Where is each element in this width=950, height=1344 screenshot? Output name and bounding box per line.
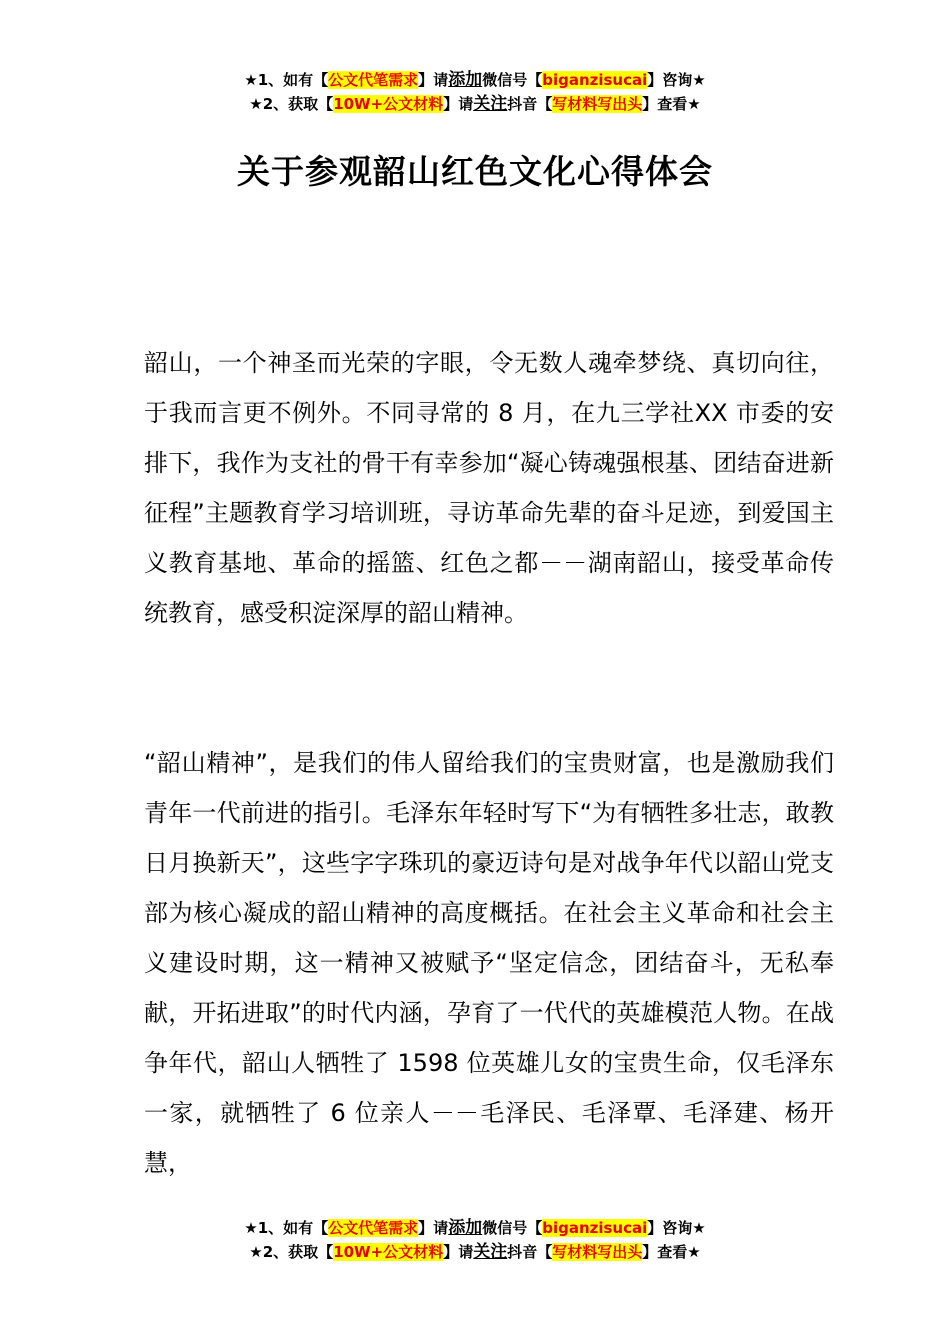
document-title: 关于参观韶山红色文化心得体会 (237, 152, 713, 191)
banner-line-2 (0, 92, 950, 116)
banner-highlight: 公文代笔需求 (328, 1219, 419, 1237)
banner-text: 】请 (418, 71, 449, 89)
header-banner (0, 68, 950, 116)
banner-text: 抖音【 (507, 1243, 553, 1261)
banner-highlight: biganzisucai (542, 1219, 648, 1237)
banner-emphasis: 关注 (473, 1242, 508, 1262)
banner-text: 】咨询★ (647, 71, 706, 89)
banner-text: 抖音【 (507, 95, 553, 113)
banner-text: 】请 (418, 1219, 449, 1237)
banner-emphasis: 添加 (448, 70, 483, 90)
banner-text: 】咨询★ (647, 1219, 706, 1237)
banner-highlight: 10W+公文材料 (333, 1243, 444, 1261)
banner-text: 】请 (443, 1243, 474, 1261)
body-paragraph-1 (144, 338, 834, 638)
banner-text: ★2、获取【 (249, 95, 334, 113)
footer-banner (0, 1216, 950, 1264)
paragraph-text: “韶山精神”，是我们的伟人留给我们的宝贵财富，也是激励我们青年一代前进的指引。毛泽东年轻时写下“为有牺牲多壮志，敢教日月换新天”，这些字字珠玑的豪迈诗句是对战争年代以韶山党支部为核心凝成的韶山精神的高度概括。在社会主义革命和社会主义建设时期，这一精神又被赋予“坚定信念，团结奋斗，无私奉献，开拓进取”的时代内涵，孕育了一代代的英雄模范人物。在战争年代，韶山人牺牲了 1598 位英雄儿女的宝贵生命，仅毛泽东一家，就牺牲了 6 位亲人－－毛泽民、毛泽覃、毛泽建、杨开慧， (144, 749, 834, 1177)
banner-line-1 (0, 68, 950, 92)
banner-text: 微信号【 (482, 71, 543, 89)
paragraph-text: 韶山，一个神圣而光荣的字眼，令无数人魂牵梦绕、真切向往，于我而言更不例外。不同寻常的 8 月，在九三学社XX 市委的安排下，我作为支社的骨干有幸参加“凝心铸魂强根基、团结奋进新征程”主题教育学习培训班，寻访革命先辈的奋斗足迹，到爱国主义教育基地、革命的摇篮、红色之都－－湖南韶山，接受革命传统教育，感受积淀深厚的韶山精神。 (144, 349, 834, 627)
banner-highlight: 10W+公文材料 (333, 95, 444, 113)
body-paragraph-2 (144, 738, 834, 1188)
banner-highlight: 写材料写出头 (552, 1243, 643, 1261)
banner-text: ★1、如有【 (244, 1219, 329, 1237)
banner-line-2 (0, 1240, 950, 1264)
banner-text: 】查看★ (642, 95, 701, 113)
banner-text: 微信号【 (482, 1219, 543, 1237)
banner-emphasis: 关注 (473, 94, 508, 114)
banner-line-1 (0, 1216, 950, 1240)
banner-text: 】请 (443, 95, 474, 113)
banner-text: ★2、获取【 (249, 1243, 334, 1261)
banner-highlight: biganzisucai (542, 71, 648, 89)
banner-text: ★1、如有【 (244, 71, 329, 89)
banner-highlight: 公文代笔需求 (328, 71, 419, 89)
banner-emphasis: 添加 (448, 1218, 483, 1238)
banner-highlight: 写材料写出头 (552, 95, 643, 113)
banner-text: 】查看★ (642, 1243, 701, 1261)
